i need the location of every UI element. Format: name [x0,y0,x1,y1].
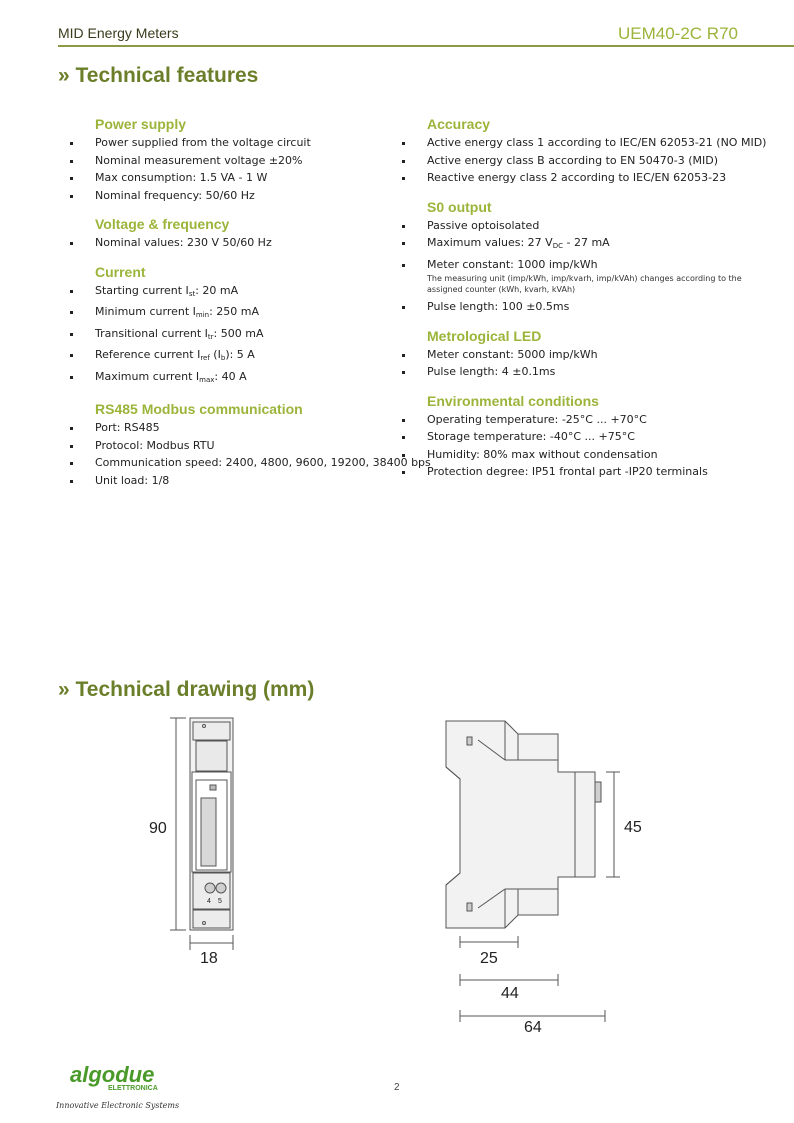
list-item: Passive optoisolated [400,217,730,235]
s0-output-title: S0 output [427,198,492,215]
list-item: Storage temperature: -40°C ... +75°C [400,428,730,446]
list-item: Reference current $I_{ref}$ $(I_b)$: 5 A [68,346,398,368]
rs485-title: RS485 Modbus communication [95,401,303,417]
measuring-unit-note: The measuring unit (imp/kWh, imp/kvarh, imp/kVAh) changes according to the assigned counter (kWh, kvarh, kVAh) [427,274,742,294]
power-supply-title: Power supply [95,116,187,132]
accuracy-title: Accuracy [427,116,491,132]
s0-output-group [400,197,742,316]
current-group [68,262,398,390]
features-right-column [400,114,767,491]
environmental-group [400,391,730,481]
front-view [170,718,233,950]
list-item: Active energy class B according to EN 50470-3 (MID) [400,152,730,170]
terminal-4-label: 4 [207,898,211,905]
technical-drawing [0,700,794,1045]
list-item: Nominal values: 230 V 50/60 Hz [68,234,398,252]
list-item: Starting current $I_{st}$: 20 mA [68,282,398,304]
rs485-group [68,399,431,489]
features-left-column [68,114,431,499]
svg-text:algodue: algodue [70,1062,155,1087]
list-item: Pulse length: 4 ±0.1ms [400,363,730,381]
accuracy-group [400,114,767,187]
metrological-led-title: Metrological LED [427,327,542,344]
header-divider [58,45,794,47]
list-item: Nominal frequency: 50/60 Hz [68,187,398,205]
technical-drawing-title: » Technical drawing (mm) [58,678,315,701]
current-title: Current [95,263,146,280]
list-item: Active energy class 1 according to IEC/EN 62053-21 (NO MID) [400,134,730,152]
list-item: Port: RS485 [68,419,398,437]
list-item: Power supplied from the voltage circuit [68,134,398,152]
list-item: Protocol: Modbus RTU [68,437,398,455]
list-item: Pulse length: 100 ±0.5ms [400,298,730,316]
environmental-title: Environmental conditions [427,392,599,409]
list-item: Humidity: 80% max without condensation [400,446,730,464]
list-item: Operating temperature: -25°C ... +70°C [400,411,730,429]
list-item: Maximum current $I_{max}$: 40 A [68,368,398,390]
list-item: Communication speed: 2400, 4800, 9600, 19200, 38400 bps [68,454,398,472]
list-item: Meter constant: 5000 imp/kWh [400,346,730,364]
algodue-logo [56,1060,196,1110]
list-item: Reactive energy class 2 according to IEC/EN 62053-23 [400,169,730,187]
depth-64-label: 64 [524,1019,542,1036]
document-category: MID Energy Meters [58,25,179,41]
list-item: Maximum values: 27 $V_{DC} - 27$ mA [400,234,730,256]
list-item: Unit load: 1/8 [68,472,398,490]
list-item: Minimum current $I_{min}$: 250 mA [68,303,398,325]
page-number: 2 [394,1082,400,1093]
metrological-led-group [400,326,730,381]
svg-text:Innovative Electronic Systems: Innovative Electronic Systems [56,1101,180,1110]
voltage-frequency-group [68,214,398,252]
list-item: Max consumption: 1.5 VA - 1 W [68,169,398,187]
side-height-dimension-label: 45 [624,819,642,836]
technical-features-title: » Technical features [58,64,259,87]
list-item: Meter constant: 1000 imp/kWh The measuring unit (imp/kWh, imp/kvarh, imp/kVAh) changes according to the assigned counter (kWh, kvarh, kVAh) [400,256,730,296]
list-item: Nominal measurement voltage ±20% [68,152,398,170]
depth-25-label: 25 [480,950,498,967]
height-dimension-label: 90 [149,820,167,837]
power-supply-group [68,114,398,204]
svg-text:ELETTRONICA: ELETTRONICA [108,1085,158,1092]
list-item: Protection degree: IP51 frontal part -IP20 terminals [400,463,730,481]
depth-44-label: 44 [501,985,519,1002]
list-item: Transitional current $I_{tr}$: 500 mA [68,325,398,347]
side-view [446,721,620,1022]
width-dimension-label: 18 [200,950,218,967]
product-model: UEM40-2C R70 [618,24,738,43]
voltage-frequency-title: Voltage & frequency [95,216,230,232]
terminal-5-label: 5 [218,898,222,905]
